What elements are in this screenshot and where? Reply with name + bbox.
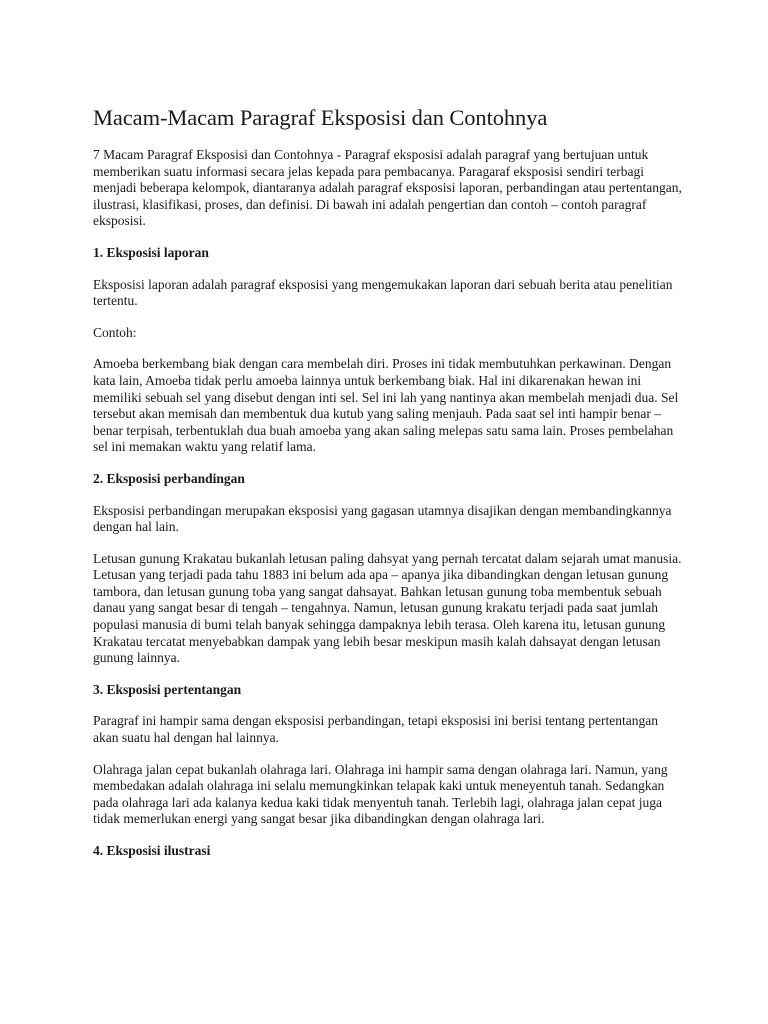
section-example-pertentangan: Olahraga jalan cepat bukanlah olahraga lari. Olahraga ini hampir sama dengan olahraga lari. Namun, yang membedakan adalah olahraga ini selalu memungkinkan telapak kaki untuk meneyentuh tanah. Sedangkan pada olahraga lari ada kalanya kedua kaki tidak menyentuh tanah. Terlebih lagi, olahraga jalan cepat juga tidak memerlukan energi yang sangat besar jika dibandingkan dengan olahraga lari. [93,761,668,827]
intro-paragraph: 7 Macam Paragraf Eksposisi dan Contohnya - Paragraf eksposisi adalah paragraf yang bertujuan untuk memberikan suatu informasi secara jelas kepada para pembacanya. Paragaraf eksposisi sendiri terbagi menjadi beberapa kelompok, diantaranya adalah paragraf eksposisi laporan, perbandingan atau pertentangan, ilustrasi, klasifikasi, proses, dan definisi. Di bawah ini adalah pengertian dan contoh – contoh paragraf eksposisi. [93,147,682,229]
section-definition-pertentangan: Paragraf ini hampir sama dengan eksposisi perbandingan, tetapi eksposisi ini berisi tentang pertentangan akan suatu hal dengan hal lainnya. [93,713,658,746]
section-example-laporan: Amoeba berkembang biak dengan cara membelah diri. Proses ini tidak membutuhkan perkawinan. Dengan kata lain, Amoeba tidak perlu amoeba lainnya untuk berkembang biak. Hal ini dikarenakan hewan ini memiliki sebuah sel yang disebut dengan inti sel. Sel ini lah yang nantinya akan membelah menjadi dua. Sel tersebut akan memisah dan membentuk dua kutub yang saling menjauh. Pada saat sel inti hampir benar – benar terpisah, terbentuklah dua buah amoeba yang akan saling melepas satu sama lain. Proses pembelahan sel ini memakan waktu yang relatif lama. [93,356,679,455]
section-heading-pertentangan: 3. Eksposisi pertentangan [93,681,242,697]
section-heading-perbandingan: 2. Eksposisi perbandingan [93,470,245,486]
section-definition-laporan: Eksposisi laporan adalah paragraf eksposisi yang mengemukakan laporan dari sebuah berita atau penelitian tertentu. [93,276,673,309]
document-body [93,105,683,875]
section-heading-ilustrasi: 4. Eksposisi ilustrasi [93,843,211,858]
document-title: Macam-Macam Paragraf Eksposisi dan Contohnya [93,105,548,130]
section-example-perbandingan: Letusan gunung Krakatau bukanlah letusan paling dahsyat yang pernah tercatat dalam sejarah umat manusia. Letusan yang terjadi pada tahu 1883 ini belum ada apa – apanya jika dibandingkan dengan letusan gunung tambora, dan letusan gunung toba yang sangat dahsayat. Bahkan letusan gunung toba membentuk sebuah danau yang sangat besar di tengah – tengahnya. Namun, letusan gunung krakatu terjadi pada saat jumlah populasi manusia di bumi telah banyak sehingga dampaknya lebih terasa. Oleh karena itu, letusan gunung Krakatau tercatat menyebabkan dampak yang lebih besar meskipun masih kalah dahsayat dengan letusan gunung lainnya. [93,550,682,666]
section-definition-perbandingan: Eksposisi perbandingan merupakan eksposisi yang gagasan utamnya disajikan dengan membandingkannya dengan hal lain. [93,502,672,535]
section-heading-laporan: 1. Eksposisi laporan [93,244,209,260]
example-label: Contoh: [93,324,137,340]
